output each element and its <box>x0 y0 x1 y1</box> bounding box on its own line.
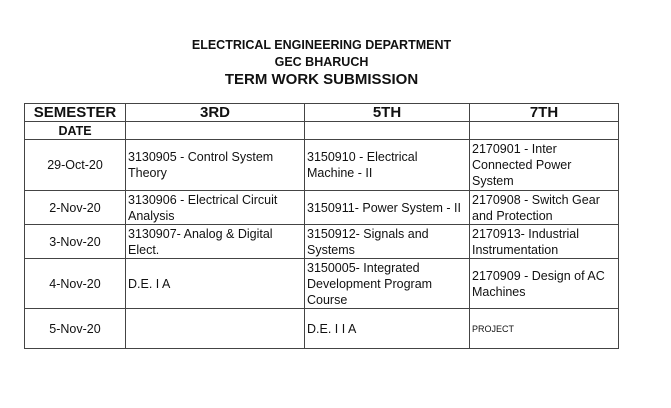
term-work-table <box>24 103 619 349</box>
sem3-cell: 3130905 - Control System Theory <box>126 140 305 191</box>
date-cell: 3-Nov-20 <box>25 225 126 259</box>
sem3-cell <box>126 309 305 349</box>
table-row <box>25 140 619 191</box>
sem3-cell: 3130906 - Electrical Circuit Analysis <box>126 191 305 225</box>
empty-cell <box>126 122 305 140</box>
date-cell: 29-Oct-20 <box>25 140 126 191</box>
sem5-cell: 3150005- Integrated Development Program Course <box>305 259 470 309</box>
date-label: DATE <box>25 122 126 140</box>
table-row <box>25 309 619 349</box>
sem5-cell: 3150910 - Electrical Machine - II <box>305 140 470 191</box>
department-heading: ELECTRICAL ENGINEERING DEPARTMENT <box>191 38 452 52</box>
sem5-cell: D.E. I I A <box>305 309 470 349</box>
date-cell: 2-Nov-20 <box>25 191 126 225</box>
college-heading: GEC BHARUCH <box>274 55 369 69</box>
column-header-5th: 5TH <box>305 104 470 122</box>
table-row <box>25 191 619 225</box>
sem5-cell: 3150912- Signals and Systems <box>305 225 470 259</box>
empty-cell <box>305 122 470 140</box>
date-cell: 4-Nov-20 <box>25 259 126 309</box>
column-header-3rd: 3RD <box>126 104 305 122</box>
column-header-7th: 7TH <box>470 104 619 122</box>
sem7-cell: 2170901 - Inter Connected Power System <box>470 140 619 191</box>
sem7-cell: 2170913- Industrial Instrumentation <box>470 225 619 259</box>
sem7-cell: 2170909 - Design of AC Machines <box>470 259 619 309</box>
column-header-semester: SEMESTER <box>25 104 126 122</box>
sem3-cell: D.E. I A <box>126 259 305 309</box>
table-header-row <box>25 104 619 122</box>
empty-cell <box>470 122 619 140</box>
sem3-cell: 3130907- Analog & Digital Elect. <box>126 225 305 259</box>
table-row <box>25 259 619 309</box>
date-label-row <box>25 122 619 140</box>
sem5-cell: 3150911- Power System - II <box>305 191 470 225</box>
sem7-cell: PROJECT <box>470 309 619 349</box>
table-row <box>25 225 619 259</box>
date-cell: 5-Nov-20 <box>25 309 126 349</box>
page-title: TERM WORK SUBMISSION <box>224 71 419 88</box>
sem7-cell: 2170908 - Switch Gear and Protection <box>470 191 619 225</box>
